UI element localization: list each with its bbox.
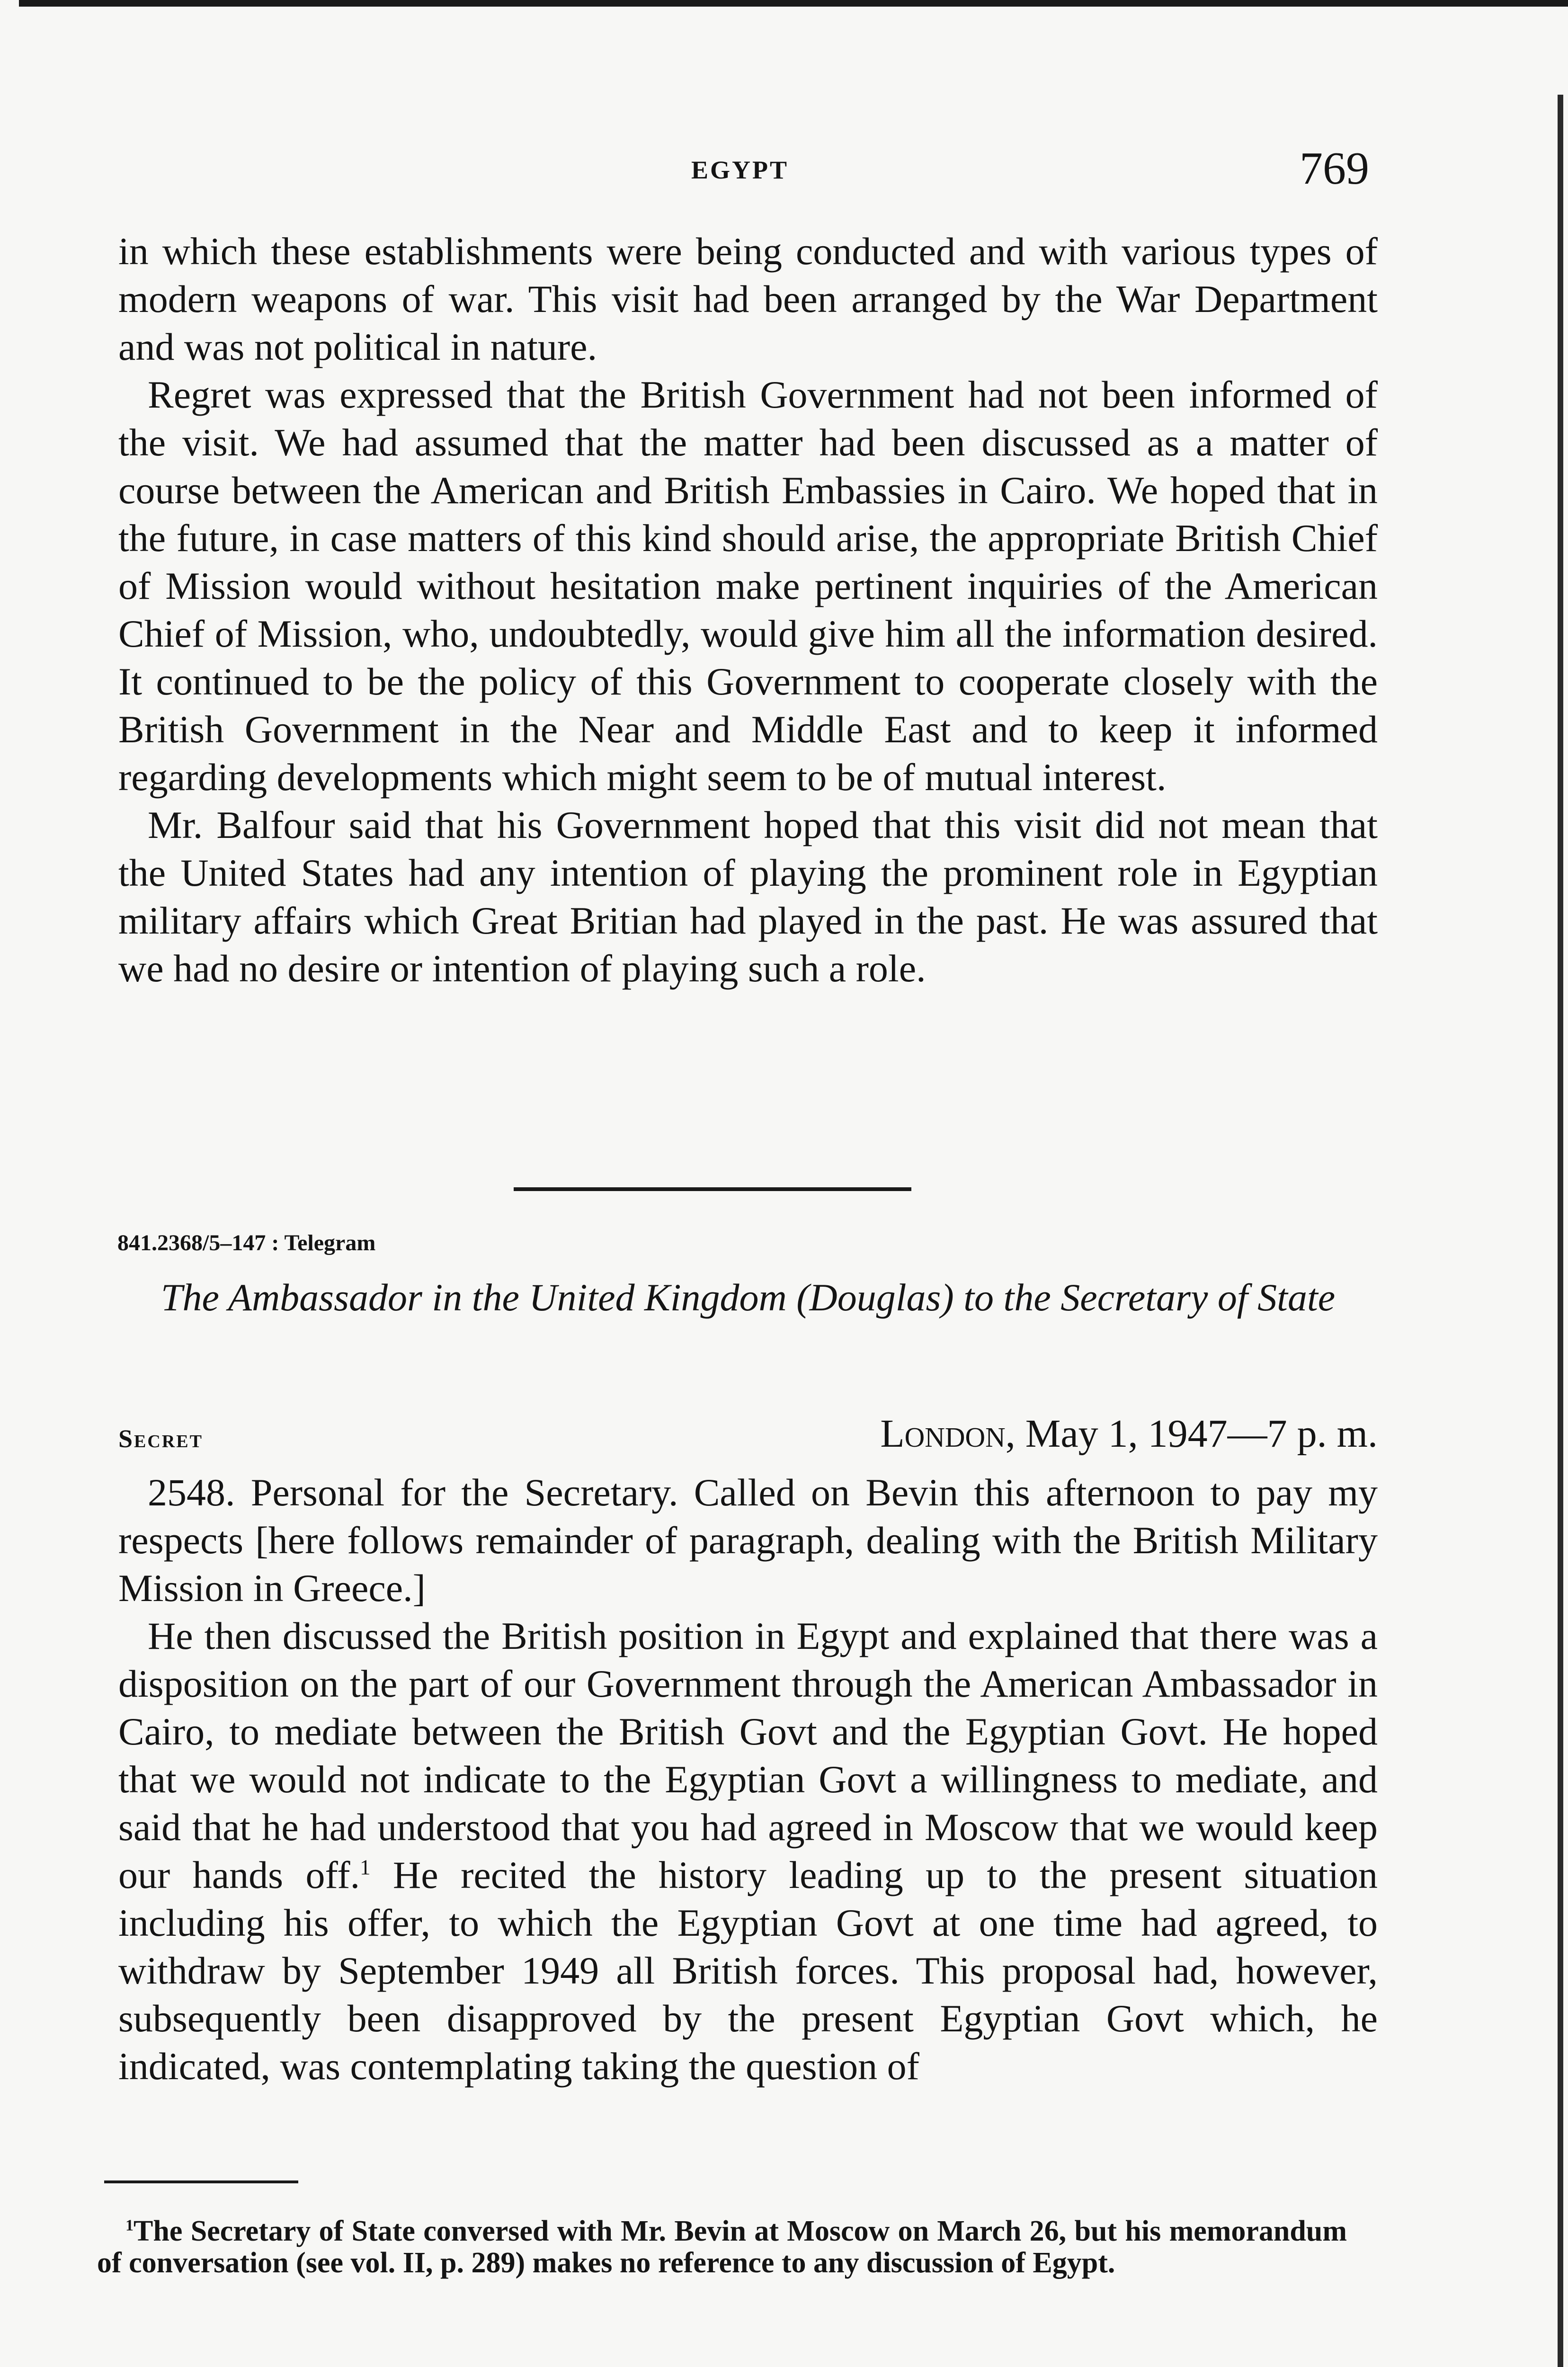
- right-page-edge: [1558, 95, 1563, 2367]
- footnote-text: The Secretary of State conversed with Mr. Bevin at Moscow on March 26, but his memorandum of conversation (see vol. II, p. 289) makes no reference to any discussion of Egypt.: [97, 2215, 1347, 2279]
- section-telegram-body: [118, 1468, 1378, 2090]
- paragraph: 2548. Personal for the Secretary. Called on Bevin this afternoon to pay my respects [here follows remainder of paragraph, dealing with the British Military Mission in Greece.]: [118, 1471, 1378, 1610]
- footnote-reference[interactable]: 1: [360, 1855, 371, 1879]
- footnote-marker: 1: [125, 2216, 134, 2234]
- paragraph: in which these establishments were being conducted and with various types of modern weapons of war. This visit had been arranged by the War Department and was not political in nature.: [118, 230, 1378, 368]
- section-memorandum-continuation: [118, 227, 1378, 992]
- file-number: 841.2368/5–147 : Telegram: [117, 1230, 376, 1255]
- place-date: [880, 1411, 1378, 1457]
- footnote-rule: [104, 2180, 298, 2183]
- paragraph-text: He then discussed the British position in Egypt and explained that there was a disposition on the part of our Government through the American Ambassador in Cairo, to mediate between the British Govt and the Egyptian Govt. He hoped that we would not indicate to the Egyptian Govt a willingness to mediate, and said that he had understood that you had agreed in Moscow that we would keep our hands off.: [118, 1614, 1378, 1896]
- paragraph: [118, 1612, 1378, 2090]
- page-header: [0, 142, 1568, 199]
- footnote: [97, 2216, 1347, 2279]
- classification-label: Secret: [118, 1424, 203, 1453]
- running-head: EGYPT: [691, 156, 789, 184]
- paragraph: Regret was expressed that the British Government had not been informed of the visit. We had assumed that the matter had been discussed as a matter of course between the American and British Embassies in Cairo. We hoped that in the future, in case matters of this kind should arise, the appropriate British Chief of Mission would without hesitation make pertinent inquiries of the American Chief of Mission, who, undoubtedly, would give him all the information desired. It continued to be the policy of this Government to cooperate closely with the British Government in the Near and Middle East and to keep it informed regarding developments which might seem to be of mutual interest.: [118, 373, 1378, 799]
- page-number: 769: [1300, 143, 1369, 194]
- section-separator: [514, 1187, 911, 1191]
- dateline: [118, 1411, 1378, 1458]
- top-page-edge: [19, 0, 1568, 7]
- paragraph: Mr. Balfour said that his Government hoped that this visit did not mean that the United States had any intention of playing the prominent role in Egyptian military affairs which Great Britian had played in the past. He was assured that we had no desire or intention of playing such a role.: [118, 803, 1378, 990]
- place: London: [880, 1412, 1006, 1456]
- document-title: The Ambassador in the United Kingdom (Douglas) to the Secretary of State: [160, 1276, 1336, 1319]
- paragraph-text: He recited the history leading up to the present situation including his offer, to which the Egyptian Govt at one time had agreed, to withdraw by September 1949 all British forces. This proposal had, however, subsequently been disapproved by the present Egyptian Govt which, he indicated, was contemplating taking the question of: [118, 1853, 1378, 2088]
- date: , May 1, 1947—7 p. m.: [1005, 1412, 1378, 1456]
